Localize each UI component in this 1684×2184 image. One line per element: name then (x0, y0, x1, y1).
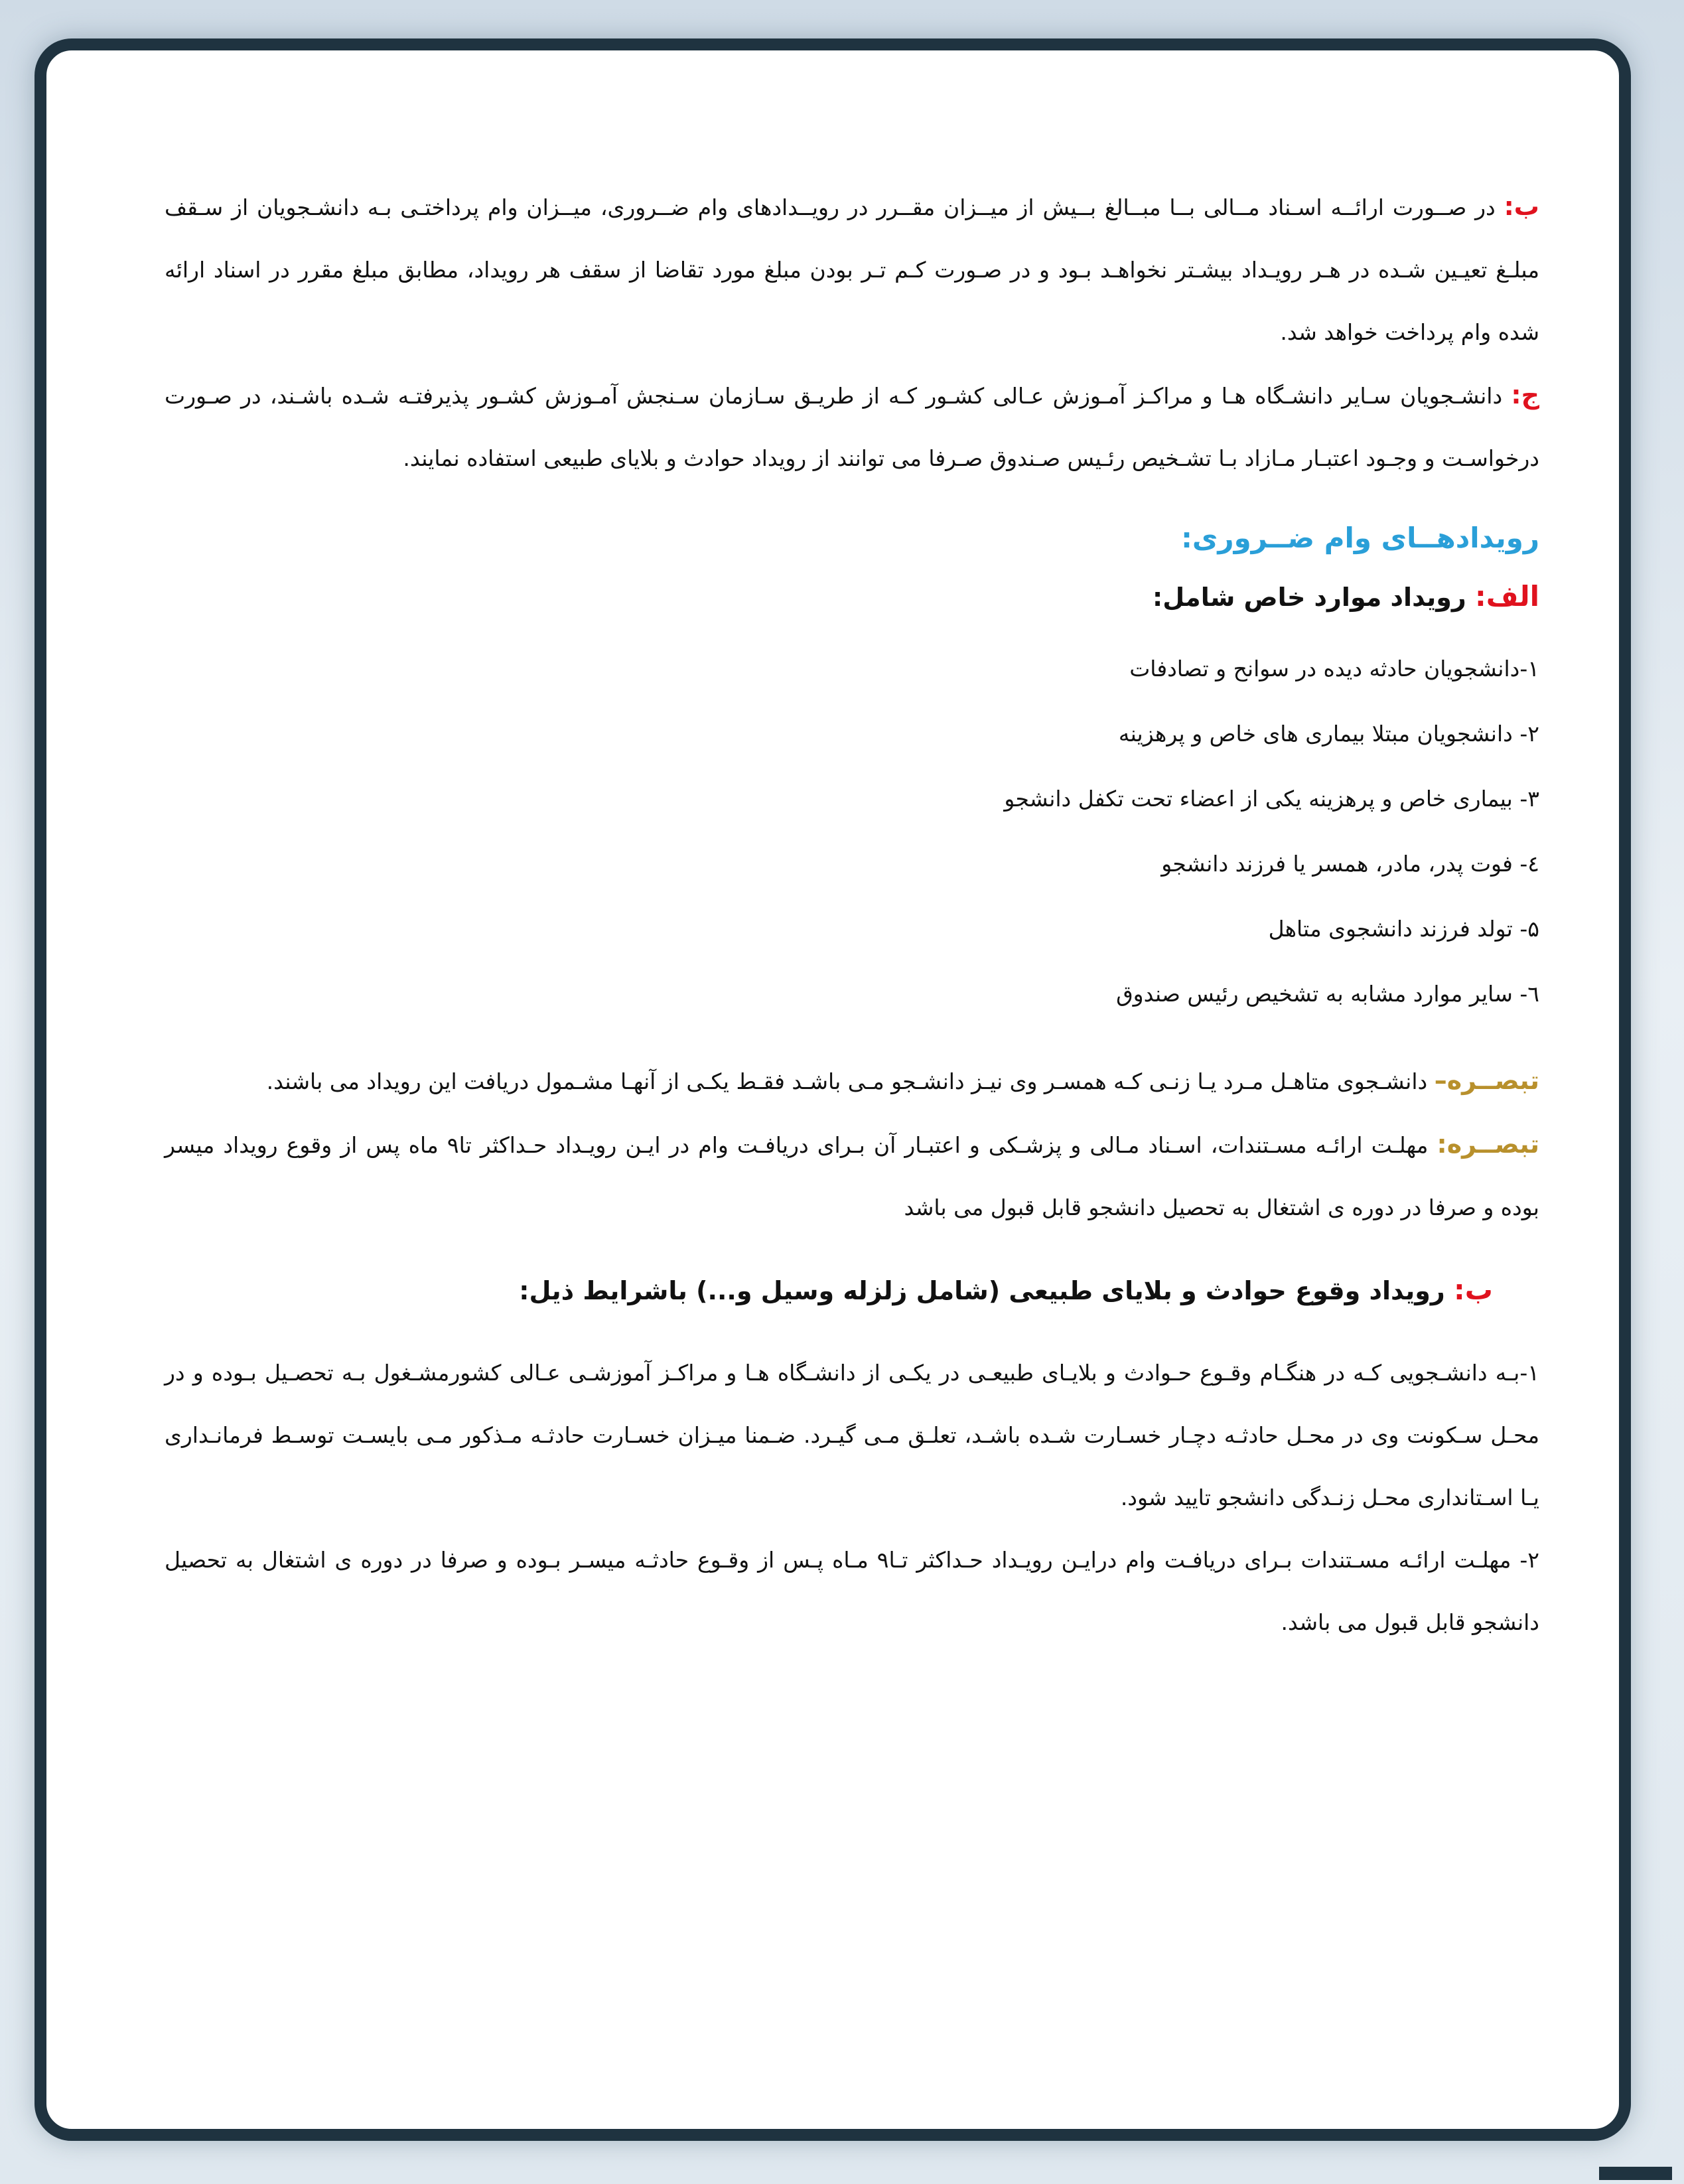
list-item: ۱-دانشجویان حادثه دیده در سوانح و تصادفات (1129, 656, 1539, 682)
section-title: رویدادهــای وام ضــروری: (1181, 522, 1539, 554)
subsection-be-label: ب: (1453, 1274, 1493, 1306)
paragraph-j-text: دانشـجویان سـایر دانشـگاه هـا و مراکـز آمـوزش عـالی کشـور کـه از طریـق سـازمان سـنجش آمـوزش کشـور پذیرفتـه شـده باشـند، در صـورت درخواسـت و وجـود اعتبـار مـازاد بـا تشـخیص رئـیس صـندوق صـرفا می توانند از رویداد حوادث و بلایای طبیعی استفاده نمایند. (165, 383, 1539, 471)
note-2-text: مهلـت ارائـه مسـتندات، اسـناد مـالی و پزشـکی و اعتبـار آن بـرای دریافـت وام در ایـن رویـداد حـداکثر تا۹ ماه پس از وقوع رویداد میسر بوده و صرفا در دوره ی اشتغال به تحصیل دانشجو قابل قبول می باشد (165, 1132, 1539, 1220)
note-1-text: دانشـجوی متاهـل مـرد یـا زنـی کـه همسـر وی نیـز دانشـجو مـی باشـد فقـط یکـی از آنهـا مشـمول دریافت این رویداد می باشند. (266, 1068, 1435, 1094)
subsection-alef-heading (165, 568, 1539, 626)
subsection-alef-title: رویداد موارد خاص شامل: (1153, 583, 1476, 612)
paragraph-j-label: ج: (1511, 380, 1539, 409)
list-item: ۲- دانشجویان مبتلا بیماری های خاص و پرهزینه (1118, 721, 1539, 747)
watermark-logo (1599, 2167, 1672, 2180)
page-frame (35, 38, 1631, 2141)
subsection-be-title: رویداد وقوع حوادث و بلایای طبیعی (شامل زلزله وسیل و...) باشرایط ذیل: (519, 1276, 1454, 1305)
note-2 (165, 1113, 1539, 1239)
list-item: ٦- سایر موارد مشابه به تشخیص رئیس صندوق (1116, 981, 1539, 1007)
paragraph-b-text: در صــورت ارائــه اسـناد مــالی بــا مبــالغ بــیش از میــزان مقــرر در رویــدادهای وام ضــروری، میــزان وام پرداختـی بـه دانشـجویان از سـقف مبلـغ تعیـین شـده در هـر رویـداد بیشـتر نخواهـد بـود و در صـورت کـم تـر بودن مبلغ مورد تقاضا از سقف هر رویداد، مطابق مبلغ مقرر در اسناد ارائه شده وام پرداخت خواهد شد. (165, 194, 1539, 345)
subsection-alef-label: الف: (1475, 580, 1539, 613)
paragraph-b (165, 175, 1539, 364)
note-1 (165, 1049, 1539, 1113)
note-1-label: تبصــره– (1434, 1066, 1539, 1095)
list-item: ۲- مهلـت ارائـه مسـتندات بـرای دریافـت وام درایـن رویـداد حـداکثر تـا۹ مـاه پـس از وقـوع حادثـه میسـر بـوده و صرفا در دوره ی اشتغال به تحصیل دانشجو قابل قبول می باشد. (165, 1547, 1539, 1635)
list-item: ۵- تولد فرزند دانشجوی متاهل (1268, 916, 1539, 942)
document-body (165, 175, 1539, 1654)
list-item: ۳- بیماری خاص و پرهزینه یکی از اعضاء تحت تکفل دانشجو (1004, 786, 1539, 812)
list-item: ٤- فوت پدر، مادر، همسر یا فرزند دانشجو (1161, 851, 1539, 877)
subsection-be-heading (165, 1262, 1539, 1319)
paragraph-b-label: ب: (1504, 192, 1539, 221)
paragraph-j (165, 364, 1539, 490)
list-item: ۱-بـه دانشـجویی کـه در هنگـام وقـوع حـوادث و بلایـای طبیعـی در یکـی از دانشـگاه هـا و مراکـز آموزشـی عـالی کشورمشـغول بـه تحصـیل بـوده و در محـل سـکونت وی در محـل حادثـه دچـار خسـارت شـده باشـد، تعلـق مـی گیـرد. ضـمنا میـزان خسـارت حادثـه مـذکور مـی بایسـت توسـط فرمانـداری یـا اسـتانداری محـل زنـدگی دانشجو تایید شود. (165, 1360, 1539, 1510)
note-2-label: تبصــره: (1437, 1129, 1539, 1159)
